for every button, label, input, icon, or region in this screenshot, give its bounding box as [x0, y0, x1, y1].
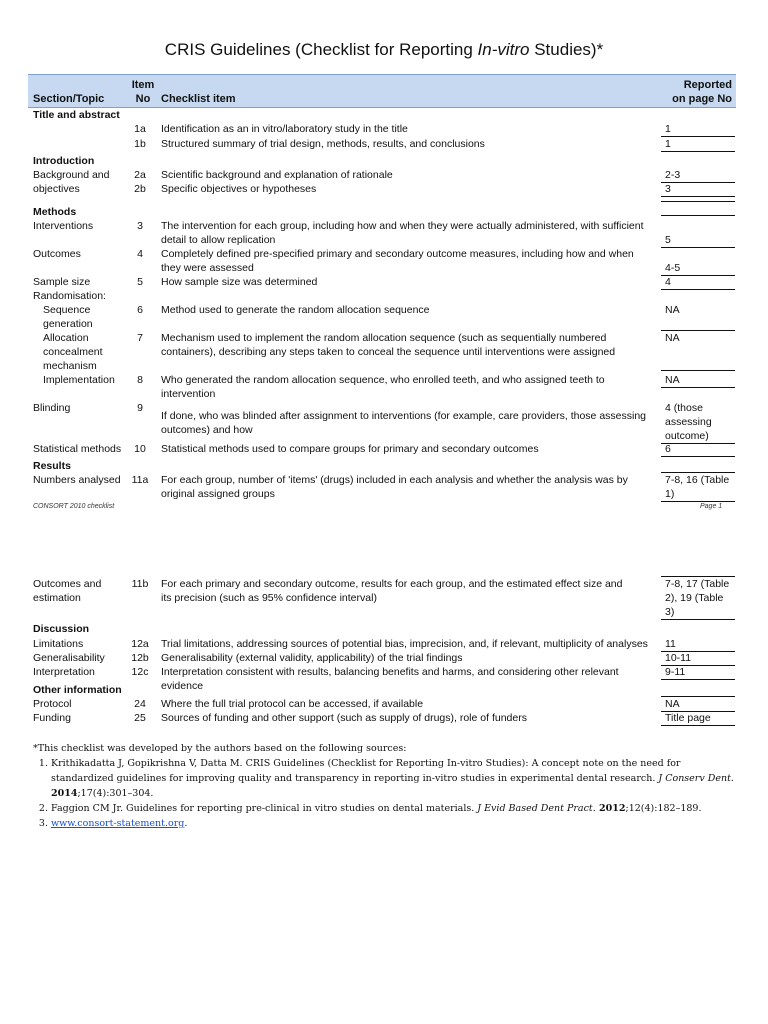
section-topic: Sequence generation	[43, 304, 93, 330]
section-topic: Sample size	[33, 276, 91, 288]
checklist-item: Structured summary of trial design, methods, results, and conclusions	[161, 138, 485, 150]
item-no: 9	[137, 402, 143, 414]
item-no: 12b	[131, 652, 149, 664]
checklist-item: Method used to generate the random allocation sequence	[161, 304, 430, 316]
reported-page: 4	[661, 275, 735, 290]
group-introduction: Introduction	[33, 155, 95, 167]
page-title: CRIS Guidelines (Checklist for Reporting In-vitro Studies)*	[164, 40, 604, 59]
checklist-item: Who generated the random allocation sequence, who enrolled teeth, and who assigned teeth to intervention	[161, 374, 605, 400]
reported-page: 5	[661, 233, 735, 248]
header-reported-1: Reported	[683, 79, 732, 91]
checklist-item: How sample size was determined	[161, 276, 318, 288]
section-topic: Implementation	[43, 374, 115, 386]
group-results: Results	[33, 460, 71, 472]
reported-page: Title page	[661, 711, 735, 726]
section-topic: Generalisability	[33, 652, 105, 664]
reference-item: 3. www.consort-statement.org.	[51, 816, 738, 831]
item-no: 24	[134, 698, 146, 710]
checklist-item: Interpretation consistent with results, balancing benefits and harms, and considering other relevant evidence	[161, 666, 619, 692]
section-topic: Outcomes and estimation	[33, 578, 102, 604]
reference-item: 1. Krithikadatta J, Gopikrishna V, Datta M. CRIS Guidelines (Checklist for Reporting In-vitro Studies): A concept note on the need for standardized guidelines for improving quality and transparency in reporting in-vitro studies in experimental dental research. J Conserv Dent. 2014;17(4):301–304.	[51, 756, 738, 801]
item-no: 1a	[134, 123, 146, 135]
section-topic: Limitations	[33, 638, 84, 650]
item-no: 25	[134, 712, 146, 724]
header-reported-2: on page No	[672, 93, 732, 105]
reported-page: 10-11	[661, 651, 735, 666]
item-no: 11a	[131, 474, 149, 486]
reported-page: 3	[661, 182, 735, 197]
checklist-item: Specific objectives or hypotheses	[161, 183, 317, 195]
reported-page: 1	[661, 137, 735, 152]
checklist-item: Where the full trial protocol can be accessed, if available	[161, 698, 424, 710]
checklist-item: Identification as an in vitro/laboratory study in the title	[161, 123, 408, 135]
header-item-no-2: No	[135, 93, 151, 105]
checklist-item: For each group, number of 'items' (drugs) included in each analysis and whether the analysis was by original assigned groups	[161, 474, 628, 500]
checklist-item: The intervention for each group, including how and when they were actually administered, with sufficient detail to allow replication	[161, 220, 644, 246]
checklist-item: Completely defined pre-specified primary and secondary outcome measures, including how and when they were assessed	[161, 248, 634, 274]
footer-left: CONSORT 2010 checklist	[33, 503, 115, 510]
item-no: 10	[134, 443, 146, 455]
reported-page: 1	[661, 122, 735, 137]
section-topic: Randomisation:	[33, 290, 106, 302]
group-title-abstract: Title and abstract	[33, 109, 120, 121]
item-no: 4	[137, 248, 143, 260]
section-topic: Background and objectives	[33, 169, 110, 195]
item-no: 12a	[131, 638, 149, 650]
reported-page: NA	[665, 332, 680, 344]
header-item-no-1: Item	[131, 79, 155, 91]
checklist-item: Statistical methods used to compare groups for primary and secondary outcomes	[161, 443, 539, 455]
checklist-item: Trial limitations, addressing sources of potential bias, imprecision, and, if relevant, multiplicity of analyses	[161, 638, 648, 650]
section-topic: Blinding	[33, 402, 71, 414]
item-no: 12c	[131, 666, 149, 678]
table-header	[28, 74, 736, 108]
group-other-information: Other information	[33, 684, 122, 696]
reported-page: 11	[661, 637, 735, 652]
checklist-item: Mechanism used to implement the random allocation sequence (such as sequentially numbered containers), describing any steps taken to conceal the sequence until interventions were assigned	[161, 332, 616, 358]
item-no: 8	[137, 374, 143, 386]
checklist-item: Scientific background and explanation of rationale	[161, 169, 393, 181]
footer-right: Page 1	[700, 503, 723, 510]
item-no: 11b	[131, 578, 149, 590]
section-topic: Interpretation	[33, 666, 95, 678]
reported-page: 4 (those assessing outcome)	[661, 401, 735, 444]
section-topic: Allocation concealment mechanism	[43, 332, 103, 372]
section-topic: Protocol	[33, 698, 72, 710]
references-intro: *This checklist was developed by the authors based on the following sources:	[33, 743, 407, 754]
item-no: 7	[137, 332, 143, 344]
checklist-item: For each primary and secondary outcome, results for each group, and the estimated effect size and its precision (such as 95% confidence interval)	[161, 578, 623, 604]
checklist-item: Generalisability (external validity, applicability) of the trial findings	[161, 652, 463, 664]
separator	[661, 201, 735, 202]
reported-page: 6	[661, 442, 735, 457]
section-topic: Statistical methods	[33, 443, 122, 455]
header-checklist: Checklist item	[161, 93, 236, 105]
reported-page: 7-8, 16 (Table 1)	[661, 473, 735, 502]
section-topic: Funding	[33, 712, 71, 724]
reference-item: 2. Faggion CM Jr. Guidelines for reporting pre-clinical in vitro studies on dental materials. J Evid Based Dent Pract. 2012;12(4):182–189.	[51, 801, 738, 816]
reported-page: 2-3	[661, 168, 735, 183]
group-methods: Methods	[33, 206, 77, 218]
separator	[661, 370, 735, 371]
item-no: 5	[137, 276, 143, 288]
item-no: 3	[137, 220, 143, 232]
item-no: 2a	[134, 169, 146, 181]
item-no: 2b	[134, 183, 146, 195]
reported-page: NA	[661, 697, 735, 712]
group-discussion: Discussion	[33, 623, 90, 635]
reported-page: 4-5	[661, 261, 735, 276]
references	[33, 741, 738, 831]
section-topic: Outcomes	[33, 248, 81, 260]
reported-page: 9-11	[661, 665, 735, 680]
item-no: 1b	[134, 138, 146, 150]
header-section: Section/Topic	[33, 93, 105, 105]
reported-page: NA	[661, 373, 735, 388]
separator	[661, 215, 735, 216]
checklist-item: If done, who was blinded after assignment to interventions (for example, care providers, those assessing outcomes) and how	[161, 410, 647, 436]
consort-link[interactable]: www.consort-statement.org	[51, 818, 185, 829]
reported-page: 7-8, 17 (Table 2), 19 (Table 3)	[661, 577, 735, 620]
reported-page: NA	[665, 304, 680, 316]
reference-list	[33, 756, 738, 831]
section-topic: Interventions	[33, 220, 94, 232]
item-no: 6	[137, 304, 143, 316]
checklist-item: Sources of funding and other support (such as supply of drugs), role of funders	[161, 712, 527, 724]
section-topic: Numbers analysed	[33, 474, 121, 486]
